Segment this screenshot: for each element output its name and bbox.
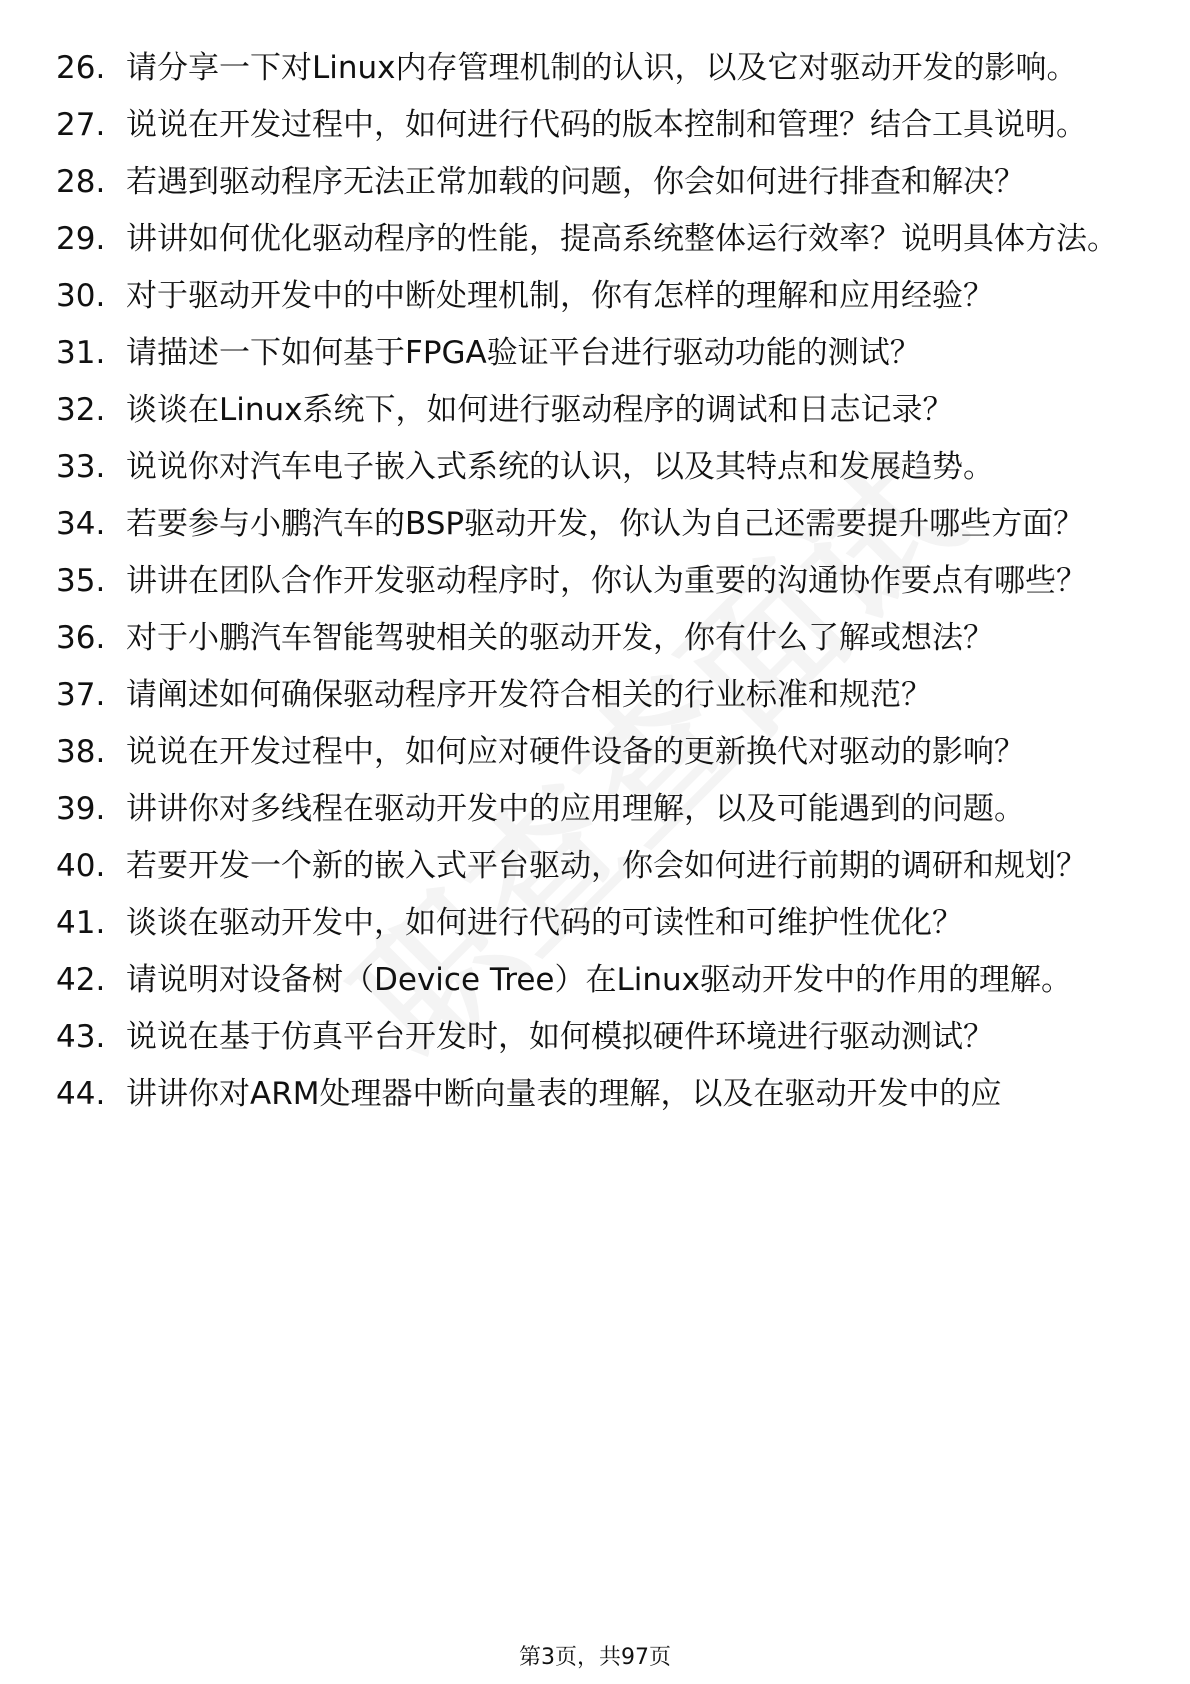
list-item: [56, 447, 1136, 488]
item-text: 对于小鹏汽车智能驾驶相关的驱动开发，你有什么了解或想法？: [126, 620, 994, 656]
question-list: [56, 48, 1136, 1131]
item-number: 31.: [56, 335, 106, 371]
item-number: 36.: [56, 620, 106, 656]
item-text: 讲讲如何优化驱动程序的性能，提高系统整体运行效率？说明具体方法。: [126, 221, 1118, 257]
item-text: 讲讲在团队合作开发驱动程序时，你认为重要的沟通协作要点有哪些？: [126, 563, 1087, 599]
item-number: 38.: [56, 734, 106, 770]
item-number: 42.: [56, 962, 106, 998]
list-item: [56, 390, 1136, 431]
item-number: 26.: [56, 50, 106, 86]
list-item: [56, 48, 1136, 89]
item-number: 41.: [56, 905, 106, 941]
item-text: 说说你对汽车电子嵌入式系统的认识，以及其特点和发展趋势。: [126, 449, 994, 485]
list-item: [56, 504, 1136, 545]
item-text: 对于驱动开发中的中断处理机制，你有怎样的理解和应用经验？: [126, 278, 994, 314]
item-number: 39.: [56, 791, 106, 827]
list-item: [56, 903, 1136, 944]
item-text: 若要参与小鹏汽车的BSP驱动开发，你认为自己还需要提升哪些方面？: [126, 506, 1085, 542]
item-text: 说说在基于仿真平台开发时，如何模拟硬件环境进行驱动测试？: [126, 1019, 994, 1055]
item-text: 说说在开发过程中，如何进行代码的版本控制和管理？结合工具说明。: [126, 107, 1087, 143]
item-text: 请说明对设备树（Device Tree）在Linux驱动开发中的作用的理解。: [126, 962, 1072, 998]
item-number: 43.: [56, 1019, 106, 1055]
list-item: [56, 333, 1136, 374]
item-text: 说说在开发过程中，如何应对硬件设备的更新换代对驱动的影响？: [126, 734, 1025, 770]
item-text: 请分享一下对Linux内存管理机制的认识，以及它对驱动开发的影响。: [126, 50, 1078, 86]
item-text: 讲讲你对多线程在驱动开发中的应用理解，以及可能遇到的问题。: [126, 791, 1025, 827]
item-number: 30.: [56, 278, 106, 314]
item-text: 请描述一下如何基于FPGA验证平台进行驱动功能的测试？: [126, 335, 921, 371]
item-text: 若要开发一个新的嵌入式平台驱动，你会如何进行前期的调研和规划？: [126, 848, 1087, 884]
item-number: 33.: [56, 449, 106, 485]
item-text: 讲讲你对ARM处理器中断向量表的理解，以及在驱动开发中的应: [126, 1076, 1002, 1112]
list-item: [56, 162, 1136, 203]
item-number: 32.: [56, 392, 106, 428]
item-number: 37.: [56, 677, 106, 713]
item-text: 请阐述如何确保驱动程序开发符合相关的行业标准和规范？: [126, 677, 932, 713]
list-item: [56, 618, 1136, 659]
item-number: 29.: [56, 221, 106, 257]
item-number: 35.: [56, 563, 106, 599]
list-item: [56, 276, 1136, 317]
list-item: [56, 105, 1136, 146]
list-item: [56, 960, 1136, 1001]
item-text: 谈谈在驱动开发中，如何进行代码的可读性和可维护性优化？: [126, 905, 963, 941]
list-item: [56, 846, 1136, 887]
item-number: 40.: [56, 848, 106, 884]
list-item: [56, 219, 1136, 260]
list-item: [56, 732, 1136, 773]
page-number-footer: 第3页，共97页: [519, 1645, 671, 1670]
list-item: [56, 789, 1136, 830]
item-number: 44.: [56, 1076, 106, 1112]
item-number: 27.: [56, 107, 106, 143]
item-text: 谈谈在Linux系统下，如何进行驱动程序的调试和日志记录？: [126, 392, 954, 428]
list-item: [56, 675, 1136, 716]
item-text: 若遇到驱动程序无法正常加载的问题，你会如何进行排查和解决？: [126, 164, 1025, 200]
item-number: 34.: [56, 506, 106, 542]
item-number: 28.: [56, 164, 106, 200]
list-item: [56, 561, 1136, 602]
list-item: [56, 1017, 1136, 1058]
list-item: [56, 1074, 1136, 1115]
